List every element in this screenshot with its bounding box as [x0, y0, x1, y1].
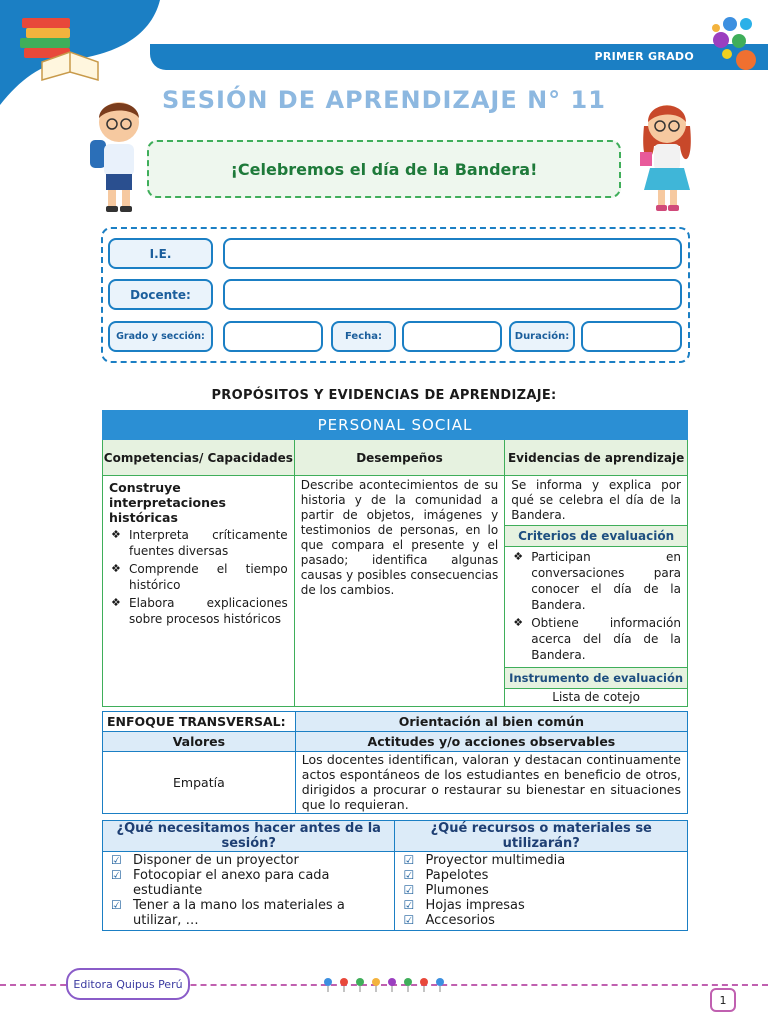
page-number: 1 — [710, 988, 736, 1012]
area-header: PERSONAL SOCIAL — [103, 411, 688, 440]
ie-label: I.E. — [108, 238, 213, 269]
grado-field[interactable] — [223, 321, 323, 352]
recurso-item: ☑ Proyector multimedia — [401, 853, 681, 868]
valor-cell: Empatía — [103, 752, 296, 814]
antes-item: ☑ Disponer de un proyector — [109, 853, 388, 868]
antes-header: ¿Qué necesitamos hacer antes de la sesión? — [103, 821, 395, 852]
valores-header: Valores — [103, 732, 296, 752]
recurso-item: ☑ Hojas impresas — [401, 898, 681, 913]
antes-item: ☑ Fotocopiar el anexo para cada estudiante — [109, 868, 388, 898]
pin-decoration-icon — [320, 975, 446, 995]
desempenos-header: Desempeños — [294, 440, 505, 476]
capacidad-item: ❖ Comprende el tiempo histórico — [109, 561, 288, 593]
ie-field[interactable] — [223, 238, 682, 269]
recursos-list — [395, 852, 687, 930]
editorial-badge: Editora Quipus Perú — [66, 968, 190, 1000]
actitudes-header: Actitudes y/o acciones observables — [295, 732, 687, 752]
criterio-item: ❖ Participan en conversaciones para conocer el día de la Bandera. — [511, 549, 681, 613]
recurso-item: ☑ Papelotes — [401, 868, 681, 883]
fecha-field[interactable] — [402, 321, 502, 352]
grado-label: Grado y sección: — [108, 321, 213, 352]
criterio-item: ❖ Obtiene información acerca del día de la Bandera. — [511, 615, 681, 663]
desempeno-cell: Describe acontecimientos de su historia y de la comunidad a partir de objetos, imágenes y testimonios de personas, en lo que compara el presente y el pasado; identifica algunas causas y posibles consecuencias de los cambios. — [294, 476, 505, 707]
actitud-cell: Los docentes identifican, valoran y destacan continuamente actos espontáneos de los estudiantes en beneficio de otros, dirigidos a procurar o restaurar su bienestar en situaciones que lo requieran. — [295, 752, 687, 814]
grade-label: PRIMER GRADO — [594, 50, 694, 63]
evidencias-header: Evidencias de aprendizaje — [505, 440, 688, 476]
boy-illustration — [86, 96, 152, 214]
docente-field[interactable] — [223, 279, 682, 310]
duracion-label: Duración: — [509, 321, 575, 352]
session-theme-box — [147, 140, 621, 198]
criterios-list — [511, 549, 681, 663]
capacidades-list — [109, 527, 288, 627]
antes-item: ☑ Tener a la mano los materiales a utilizar, … — [109, 898, 388, 928]
decorative-dots — [710, 14, 760, 72]
competencias-header: Competencias/ Capacidades — [103, 440, 295, 476]
recurso-item: ☑ Accesorios — [401, 913, 681, 928]
capacidad-item: ❖ Interpreta críticamente fuentes diversas — [109, 527, 288, 559]
instrumento-value: Lista de cotejo — [505, 689, 688, 707]
enfoque-table — [102, 711, 688, 814]
evidencia-cell: Se informa y explica por qué se celebra el día de la Bandera. — [505, 476, 688, 526]
competencias-cell — [103, 476, 295, 707]
enfoque-name: Orientación al bien común — [295, 712, 687, 732]
section-heading: PROPÓSITOS Y EVIDENCIAS DE APRENDIZAJE: — [211, 388, 557, 403]
antes-list — [103, 852, 394, 930]
recursos-header: ¿Qué recursos o materiales se utilizarán? — [395, 821, 688, 852]
session-theme: ¡Celebremos el día de la Bandera! — [230, 159, 538, 179]
instrumento-header: Instrumento de evaluación — [505, 668, 688, 689]
fecha-label: Fecha: — [331, 321, 396, 352]
session-title: SESIÓN DE APRENDIZAJE N° 11 — [162, 86, 606, 114]
criterios-cell — [505, 547, 688, 668]
competencia-name: Construye interpretaciones históricas — [109, 480, 226, 525]
capacidad-item: ❖ Elabora explicaciones sobre procesos históricos — [109, 595, 288, 627]
docente-label: Docente: — [108, 279, 213, 310]
antes-cell — [103, 852, 395, 931]
recurso-item: ☑ Plumones — [401, 883, 681, 898]
recursos-cell — [395, 852, 688, 931]
preparation-table — [102, 820, 688, 931]
duracion-field[interactable] — [581, 321, 682, 352]
purposes-table — [102, 410, 688, 707]
enfoque-label: ENFOQUE TRANSVERSAL: — [103, 712, 296, 732]
criterios-header: Criterios de evaluación — [505, 526, 688, 547]
girl-illustration — [632, 96, 702, 214]
